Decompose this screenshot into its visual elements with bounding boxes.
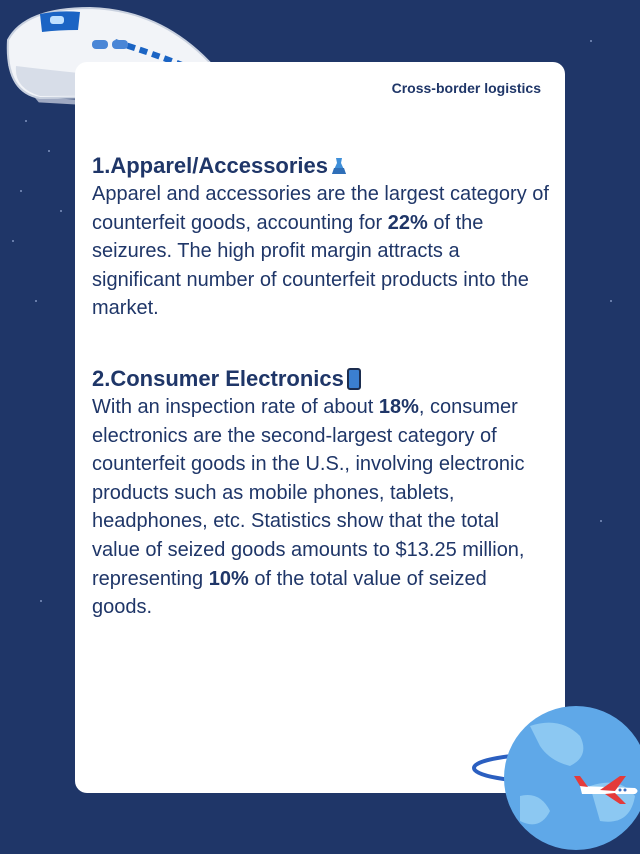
body-text-part: With an inspection rate of about [92, 395, 379, 418]
section-electronics [92, 365, 552, 622]
section-title: 2.Consumer Electronics [92, 365, 344, 391]
highlight-value: 10% [208, 567, 249, 590]
mobile-phone-icon [347, 368, 361, 390]
globe-airplane-illustration [470, 696, 640, 854]
section-apparel [92, 152, 552, 323]
section-heading [92, 152, 552, 180]
body-text-part: Apparel and accessories are the largest category of counterfeit goods, accounting for [92, 183, 549, 234]
content-area [92, 152, 552, 664]
dress-icon [329, 156, 349, 176]
highlight-value: 22% [387, 211, 428, 234]
body-text-part: of the total value of seized goods. [92, 567, 487, 619]
section-title: 1.Apparel/Accessories [92, 153, 329, 178]
body-text-part: of the seizures. The high profit margin attracts a significant number of counterfeit products into the market. [92, 211, 529, 320]
body-text-part: , consumer electronics are the second-largest category of counterfeit goods in the U.S., involving electronic products such as mobile phones, tablets, headphones, etc. Statistics show that the total value of seized goods amounts to $13.25 million, representing [92, 395, 525, 590]
brand-label: Cross-border logistics [391, 80, 541, 96]
section-body [92, 180, 552, 323]
section-heading [92, 365, 552, 393]
highlight-value: 18% [378, 395, 419, 418]
content-card [75, 62, 565, 793]
section-body [92, 393, 552, 622]
